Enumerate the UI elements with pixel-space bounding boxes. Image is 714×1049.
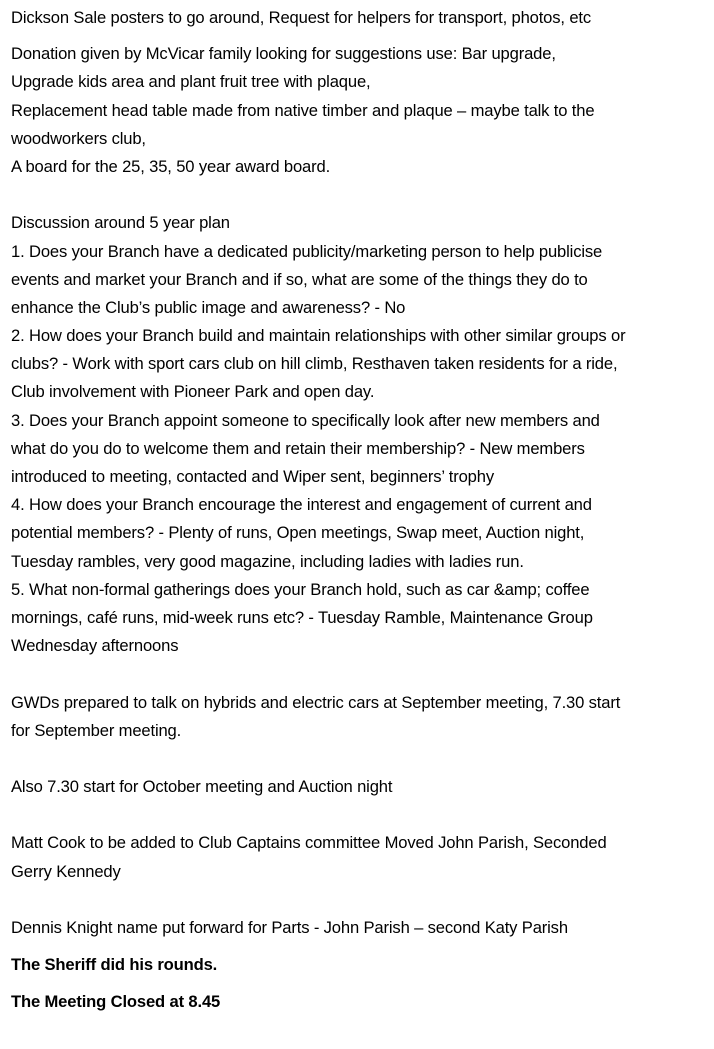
matt-cook-line: Matt Cook to be added to Club Captains committee Moved John Parish, Seconded <box>11 833 607 853</box>
plan-question-line: Tuesday rambles, very good magazine, including ladies with ladies run. <box>11 551 524 571</box>
gwds-paragraph <box>11 689 711 745</box>
plan-question-line: clubs? - Work with sport cars club on hill climb, Resthaven taken residents for a ride, <box>11 354 618 374</box>
meeting-closed-line: The Meeting Closed at 8.45 <box>11 992 221 1012</box>
donation-paragraph <box>11 40 711 181</box>
five-year-plan-section <box>11 209 711 660</box>
plan-question-line: events and market your Branch and if so, what are some of the things they do to <box>11 269 588 289</box>
donation-line: Upgrade kids area and plant fruit tree with plaque, <box>11 72 371 92</box>
dickson-sale-line: Dickson Sale posters to go around, Request for helpers for transport, photos, etc <box>11 8 592 27</box>
plan-question-line: 4. How does your Branch encourage the interest and engagement of current and <box>11 495 592 515</box>
donation-line: A board for the 25, 35, 50 year award board. <box>11 156 331 176</box>
plan-question-line: Wednesday afternoons <box>11 636 179 656</box>
plan-question-line: 2. How does your Branch build and maintain relationships with other similar groups or <box>11 326 626 346</box>
gwds-line: GWDs prepared to talk on hybrids and electric cars at September meeting, 7.30 start <box>11 692 621 712</box>
plan-question-line: mornings, café runs, mid-week runs etc? - Tuesday Ramble, Maintenance Group <box>11 607 593 627</box>
plan-question-line: enhance the Club’s public image and awareness? - No <box>11 297 406 317</box>
plan-question-line: 1. Does your Branch have a dedicated publicity/marketing person to help publicise <box>11 241 603 261</box>
plan-question-line: introduced to meeting, contacted and Wiper sent, beginners’ trophy <box>11 467 494 486</box>
matt-cook-paragraph <box>11 829 711 885</box>
donation-line: woodworkers club, <box>11 128 146 148</box>
plan-question-line: what do you do to welcome them and retain their membership? - New members <box>11 438 585 458</box>
donation-line: Replacement head table made from native timber and plaque – maybe talk to the <box>11 100 595 120</box>
dennis-knight-line: Dennis Knight name put forward for Parts - John Parish – second Katy Parish <box>11 918 568 937</box>
plan-question-line: 5. What non-formal gatherings does your Branch hold, such as car &amp; coffee <box>11 579 590 599</box>
matt-cook-line: Gerry Kennedy <box>11 861 121 881</box>
plan-question-line: 3. Does your Branch appoint someone to specifically look after new members and <box>11 410 600 430</box>
plan-question-line: Club involvement with Pioneer Park and open day. <box>11 382 375 402</box>
five-year-plan-heading: Discussion around 5 year plan <box>11 213 230 233</box>
plan-question-line: potential members? - Plenty of runs, Open meetings, Swap meet, Auction night, <box>11 523 585 543</box>
donation-line: Donation given by McVicar family looking for suggestions use: Bar upgrade, <box>11 44 556 64</box>
minutes-page <box>11 4 711 1017</box>
gwds-line: for September meeting. <box>11 720 182 740</box>
october-line: Also 7.30 start for October meeting and Auction night <box>11 777 393 797</box>
sheriff-line: The Sheriff did his rounds. <box>11 955 218 975</box>
